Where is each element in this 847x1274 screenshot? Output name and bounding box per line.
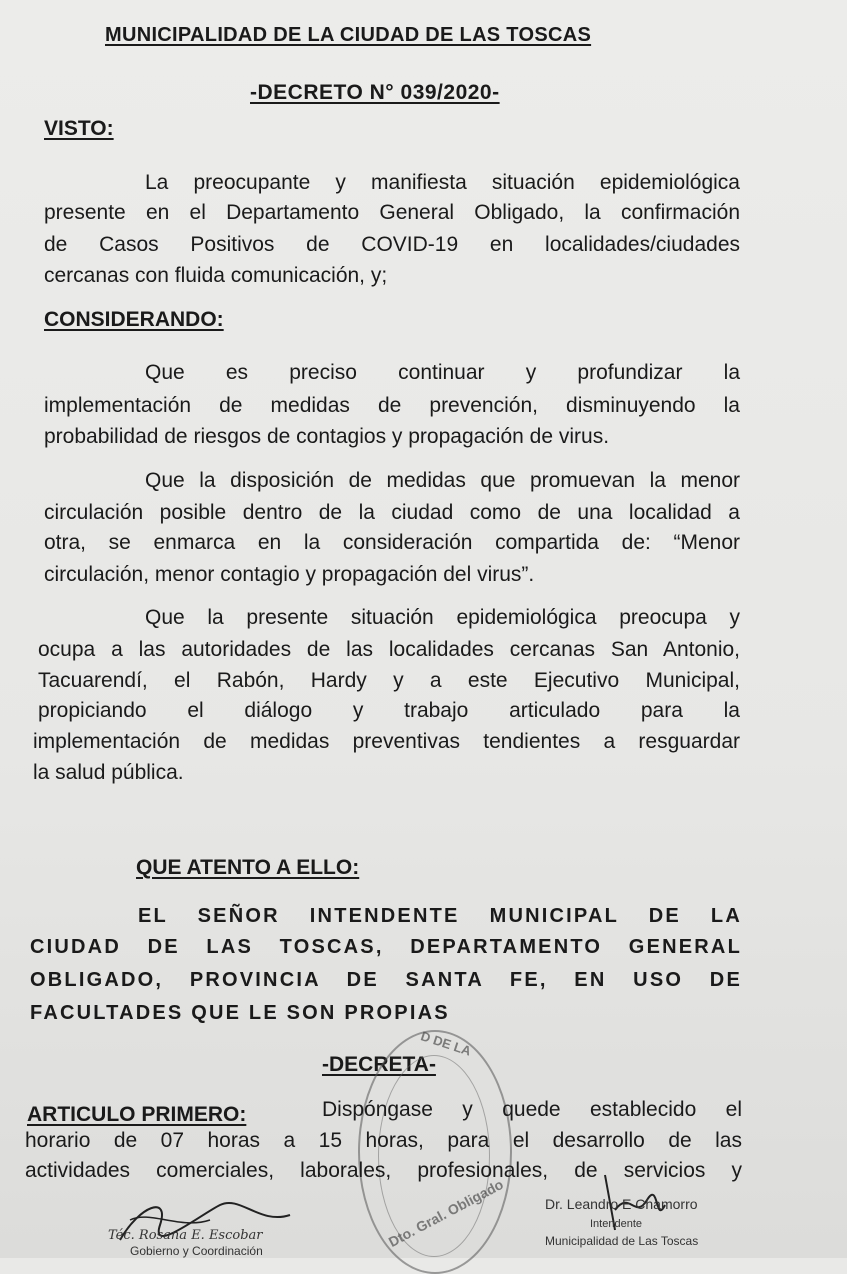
considerando-p1-line: probabilidad de riesgos de contagios y propagación de virus.: [44, 425, 610, 448]
considerando-p2-line: Que la disposición de medidas que promuevan la menor: [145, 469, 740, 492]
atento-heading: QUE ATENTO A ELLO:: [136, 856, 360, 879]
considerando-p3-line: ocupa a las autoridades de las localidades cercanas San Antonio,: [38, 638, 740, 661]
left-signer-title: Gobierno y Coordinación: [130, 1244, 263, 1258]
article-line: Dispóngase y quede establecido el: [322, 1098, 742, 1121]
right-signer-org: Municipalidad de Las Toscas: [545, 1234, 699, 1248]
left-signer-name: Téc. Rosana E. Escobar: [108, 1228, 263, 1243]
visto-line: La preocupante y manifiesta situación epidemiológica: [145, 171, 740, 194]
right-signer-name: Dr. Leandro E Chamorro: [545, 1196, 698, 1212]
visto-heading: VISTO:: [44, 117, 114, 140]
atento-line: CIUDAD DE LAS TOSCAS, DEPARTAMENTO GENERAL: [30, 936, 742, 958]
considerando-p1-line: Que es preciso continuar y profundizar la: [145, 361, 740, 384]
considerando-p1-line: implementación de medidas de prevención, disminuyendo la: [44, 394, 740, 417]
considerando-p3-line: implementación de medidas preventivas tendientes a resguardar: [33, 730, 740, 753]
article-line: horario de 07 horas a 15 horas, para el desarrollo de las: [25, 1129, 742, 1152]
considerando-heading: CONSIDERANDO:: [44, 308, 224, 331]
seal-text-top: D DE LA: [418, 1028, 474, 1059]
considerando-p3-line: Que la presente situación epidemiológica preocupa y: [145, 606, 740, 629]
atento-line: EL SEÑOR INTENDENTE MUNICIPAL DE LA: [138, 905, 742, 927]
visto-line: presente en el Departamento General Obligado, la confirmación: [44, 201, 740, 224]
article-label: ARTICULO PRIMERO:: [27, 1103, 247, 1126]
considerando-p2-line: circulación, menor contagio y propagación del virus”.: [44, 563, 535, 586]
decreta-heading: -DECRETA-: [322, 1053, 436, 1076]
seal-text-bottom: Dto. Gral. Obligado: [385, 1175, 506, 1251]
right-signer-title: Intendente: [590, 1218, 642, 1230]
visto-line: cercanas con fluida comunicación, y;: [44, 264, 388, 287]
article-line: actividades comerciales, laborales, profesionales, de servicios y: [25, 1159, 742, 1182]
considerando-p2-line: circulación posible dentro de la ciudad como de una localidad a: [44, 501, 740, 524]
atento-line: OBLIGADO, PROVINCIA DE SANTA FE, EN USO DE: [30, 969, 742, 991]
municipality-title: MUNICIPALIDAD DE LA CIUDAD DE LAS TOSCAS: [105, 24, 592, 46]
considerando-p3-line: la salud pública.: [33, 761, 184, 784]
atento-line: FACULTADES QUE LE SON PROPIAS: [30, 1002, 450, 1024]
visto-line: de Casos Positivos de COVID-19 en localidades/ciudades: [44, 233, 740, 256]
considerando-p3-line: propiciando el diálogo y trabajo articulado para la: [38, 699, 740, 722]
considerando-p2-line: otra, se enmarca en la consideración compartida de: “Menor: [44, 531, 740, 554]
decree-number: -DECRETO N° 039/2020-: [250, 81, 500, 104]
considerando-p3-line: Tacuarendí, el Rabón, Hardy y a este Ejecutivo Municipal,: [38, 669, 740, 692]
